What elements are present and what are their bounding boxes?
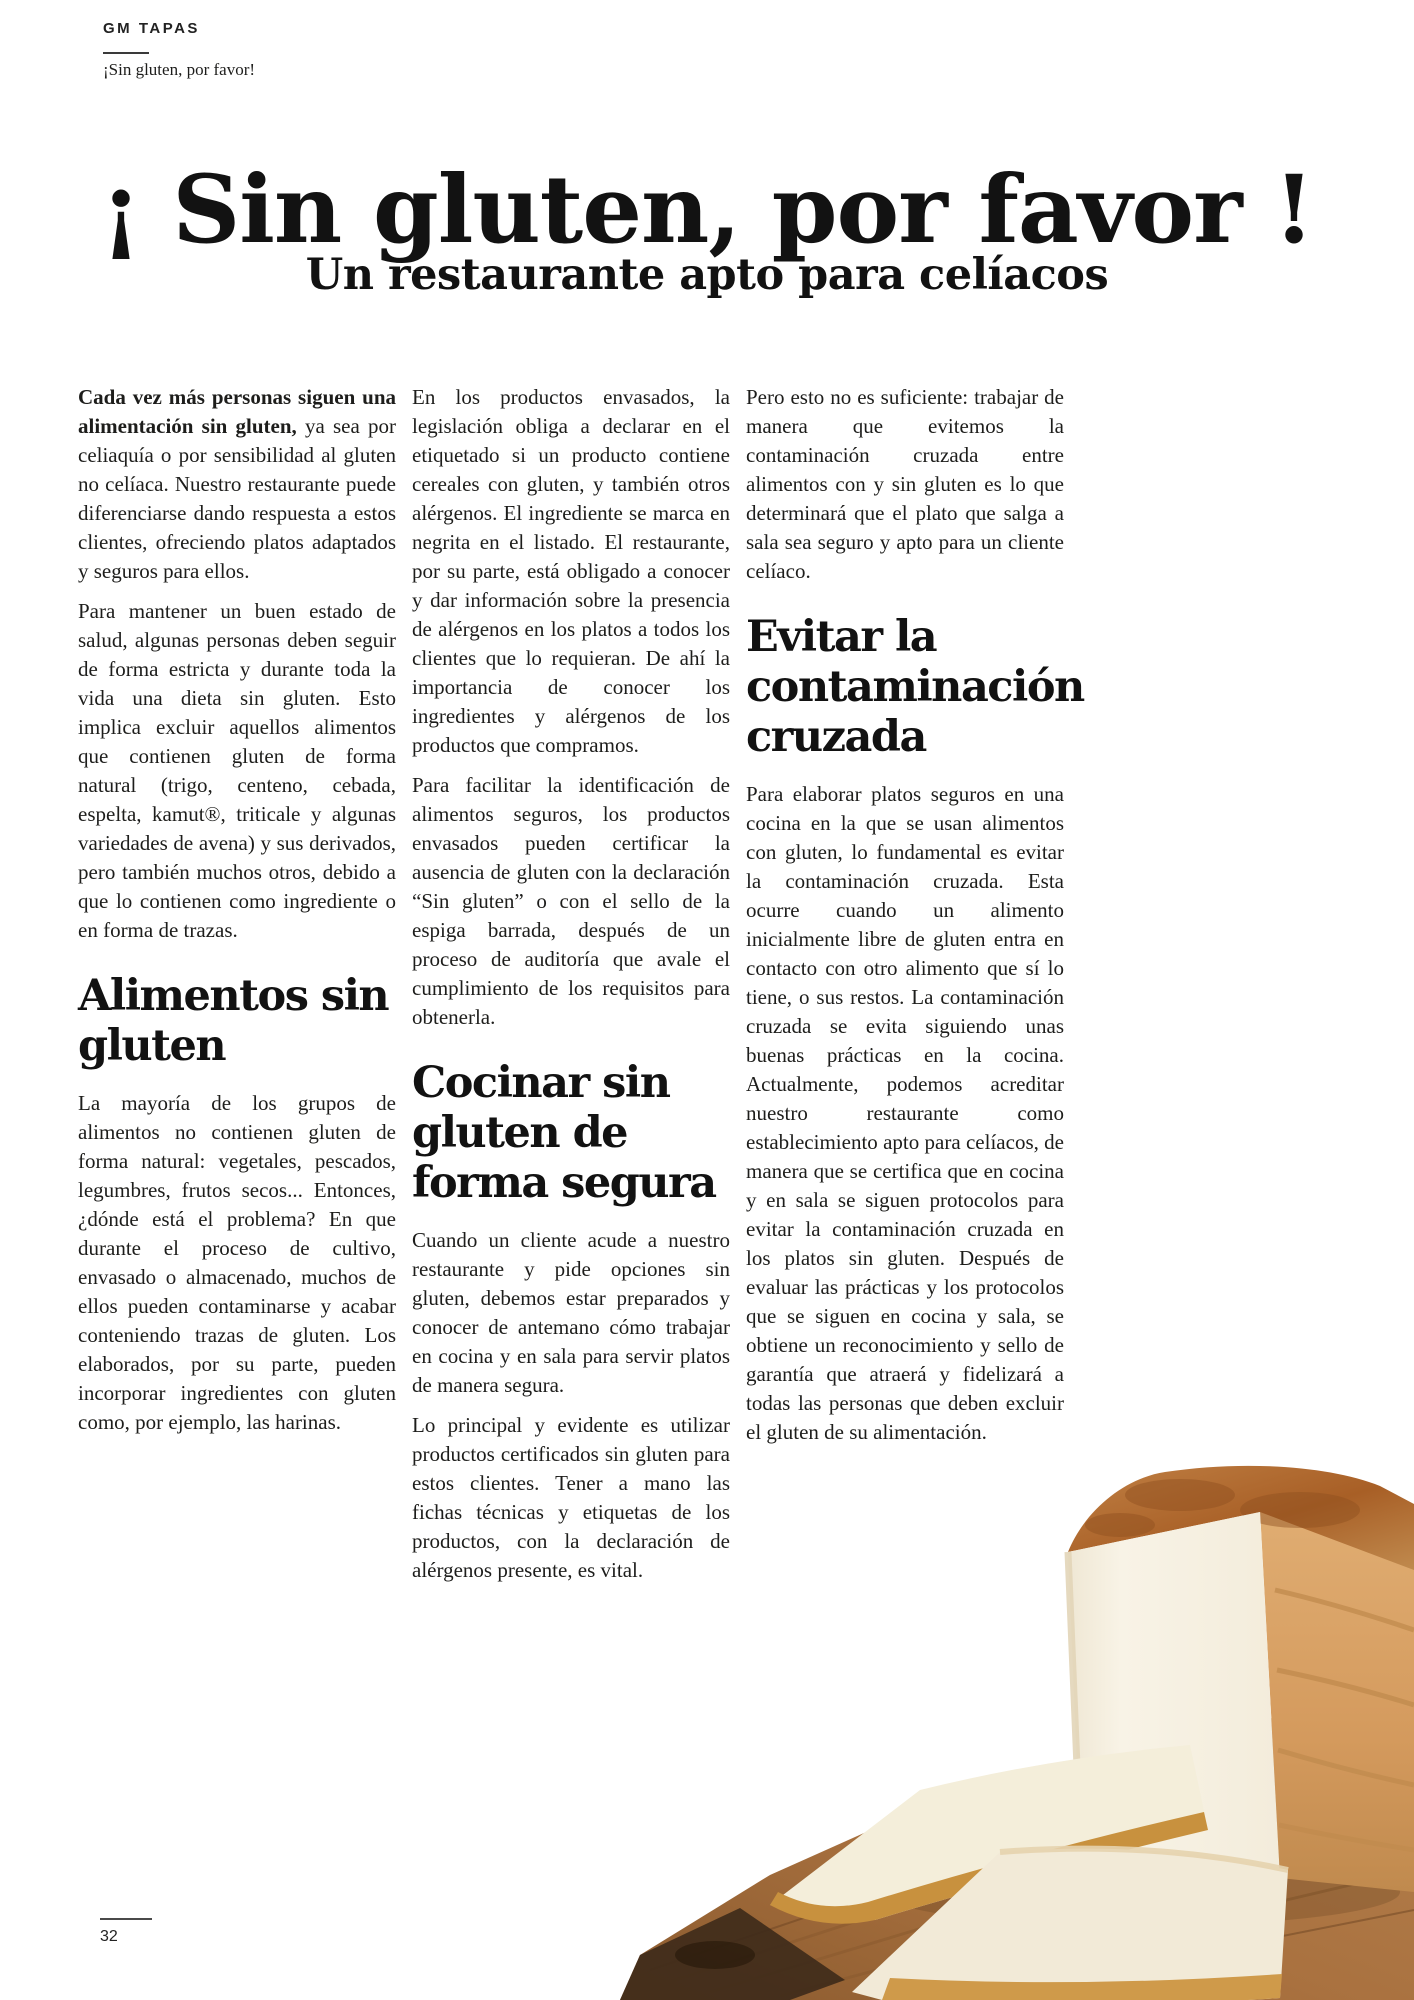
bread-photo [620, 1440, 1414, 2000]
brand: GM TAPAS [103, 20, 200, 37]
body-paragraph: En los productos envasados, la legislación obliga a declarar en el etiquetado si un producto contiene cereales con gluten, y también otros alérgenos. El ingrediente se marca en negrita en el listado. El restaurante, por su parte, está obligado a conocer y dar información sobre la presencia de alérgenos en los platos a todos los clientes que lo requieran. De ahí la importancia de conocer los ingredientes y alérgenos de los productos que compramos. [412, 385, 730, 757]
body-paragraph: La mayoría de los grupos de alimentos no contienen gluten de forma natural: vegetales, pescados, legumbres, frutos secos... Entonces, ¿dónde está el problema? En que durante el proceso de cultivo, envasado o almacenado, muchos de ellos pueden contaminarse y acabar conteniendo trazas de gluten. Los elaborados, por su parte, pueden incorporar ingredientes con gluten como, por ejemplo, las harinas. [78, 1091, 396, 1434]
column-3 [746, 383, 1084, 1596]
body-paragraph: Pero esto no es suficiente: trabajar de manera que evitemos la contaminación cruzada entre alimentos con y sin gluten es lo que determinará que el plato que salga a sala sea seguro y apto para un cliente celíaco. [746, 385, 1064, 583]
brand-rule [103, 52, 149, 54]
board-knot [675, 1941, 755, 1969]
column-2 [412, 383, 730, 1596]
section-heading: Alimentos sin gluten [78, 971, 389, 1071]
section-heading: Evitar la contaminación cruzada [746, 612, 1084, 762]
body-paragraph: Para mantener un buen estado de salud, algunas personas deben seguir de forma estricta y durante toda la vida una dieta sin gluten. Esto implica excluir aquellos alimentos que contienen gluten de forma natural (trigo, centeno, cebada, espelta, kamut®, triticale y algunas variedades de avena) y sus derivados, pero también muchos otros, debido a que lo contienen como ingrediente o en forma de trazas. [78, 599, 396, 942]
body-paragraph: Cuando un cliente acude a nuestro restaurante y pide opciones sin gluten, debemos estar preparados y conocer de antemano cómo trabajar en cocina y en sala para servir platos de manera segura. [412, 1228, 730, 1397]
columns [78, 383, 1084, 1596]
page-title: ¡ Sin gluten, por favor ! [100, 154, 1314, 265]
page-number: 32 [100, 1928, 118, 1945]
body-paragraph: Lo principal y evidente es utilizar productos certificados sin gluten para estos clientes. Tener a mano las fichas técnicas y etiquetas de los productos, con la declaración de alérgenos presente, es vital. [412, 1413, 730, 1582]
kicker: ¡Sin gluten, por favor! [103, 60, 256, 79]
body-paragraph: Cada vez más personas siguen una alimentación sin gluten, ya sea por celiaquía o por sensibilidad al gluten no celíaca. Nuestro restaurante puede diferenciarse dando respuesta a estos clientes, ofreciendo platos adaptados y seguros para ellos. [78, 385, 396, 583]
body-paragraph: Para facilitar la identificación de alimentos seguros, los productos envasados pueden certificar la ausencia de gluten con la declaración “Sin gluten” o con el sello de la espiga barrada, después de un proceso de auditoría que avale el cumplimiento de los requisitos para obtenerla. [412, 773, 730, 1029]
section-heading: Cocinar sin gluten de forma segura [412, 1058, 716, 1208]
footer-rule [100, 1918, 152, 1920]
lead-bold-text: Cada vez más personas siguen una alimentación sin gluten, [78, 385, 396, 438]
body-paragraph: Para elaborar platos seguros en una cocina en la que se usan alimentos con gluten, lo fundamental es evitar la contaminación cruzada. Esta ocurre cuando un alimento inicialmente libre de gluten entra en contacto con otro alimento que sí lo tiene, o sus restos. La contaminación cruzada se evita siguiendo unas buenas prácticas en la cocina. Actualmente, podemos acreditar nuestro restaurante como establecimiento apto para celíacos, de manera que se certifica que en cocina y en sala se siguen protocolos para evitar la contaminación cruzada en los platos sin gluten. Después de evaluar las prácticas y los protocolos que se siguen en cocina y sala, se obtiene un reconocimiento y sello de garantía que atraerá y fidelizará a todas las personas que deben excluir el gluten de su alimentación. [746, 782, 1064, 1444]
column-1 [78, 383, 396, 1596]
page-subtitle: Un restaurante apto para celíacos [305, 250, 1109, 300]
